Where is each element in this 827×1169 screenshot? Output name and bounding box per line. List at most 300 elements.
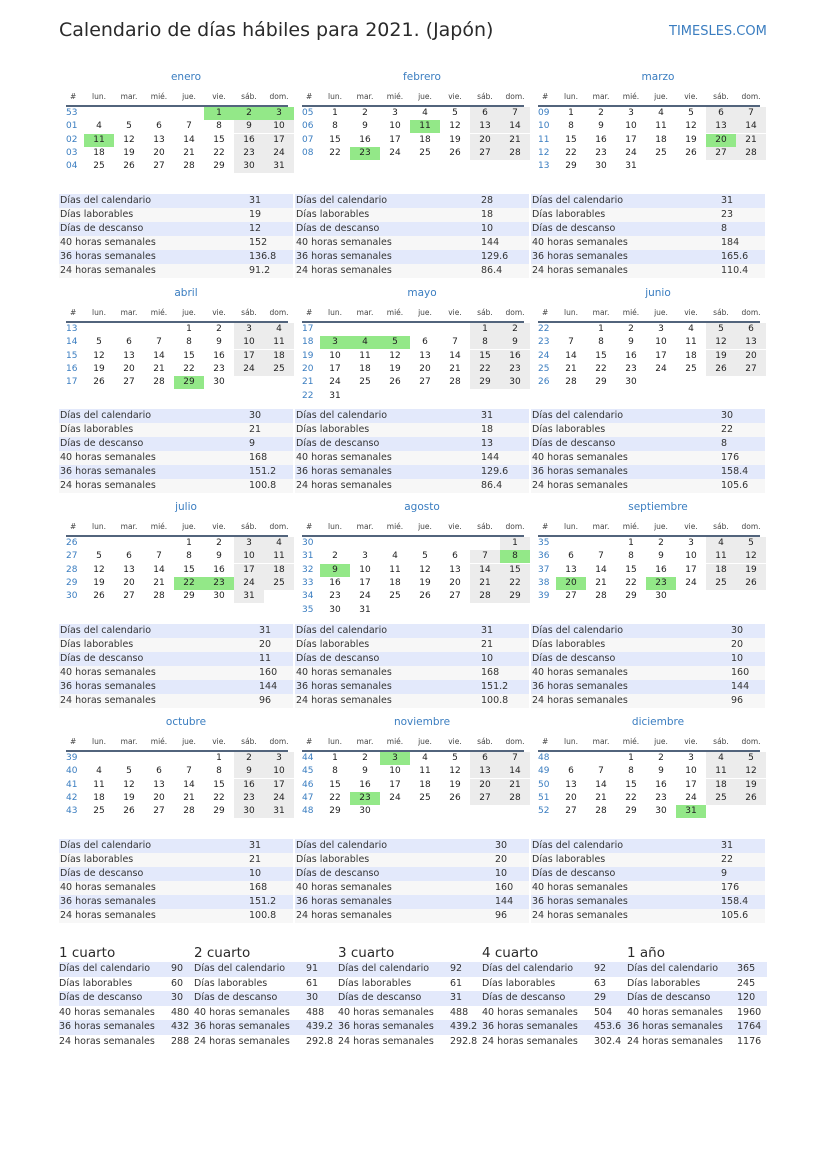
day-cell[interactable]: 28 xyxy=(565,377,577,388)
day-cell[interactable]: 20 xyxy=(565,792,577,803)
day-cell[interactable]: 29 xyxy=(213,161,225,172)
day-cell[interactable]: 5 xyxy=(688,108,694,118)
day-cell[interactable]: 15 xyxy=(565,134,577,145)
day-cell[interactable]: 10 xyxy=(389,121,401,132)
day-cell[interactable]: 15 xyxy=(470,350,500,363)
day-cell[interactable]: 25 xyxy=(359,377,371,388)
day-cell[interactable]: 30 xyxy=(595,161,607,172)
day-cell[interactable]: 17 xyxy=(685,564,697,575)
day-cell[interactable]: 7 xyxy=(598,551,604,562)
day-cell[interactable]: 26 xyxy=(736,577,766,590)
day-cell[interactable]: 13 xyxy=(565,564,577,575)
day-cell[interactable]: 1 xyxy=(628,538,634,548)
day-cell[interactable]: 21 xyxy=(183,792,195,803)
day-cell[interactable]: 17 xyxy=(625,134,637,145)
day-cell[interactable]: 10 xyxy=(264,120,294,133)
day-cell[interactable]: 12 xyxy=(93,350,105,361)
day-cell[interactable]: 3 xyxy=(688,753,694,763)
day-cell[interactable]: 23 xyxy=(213,363,225,374)
day-cell[interactable]: 22 xyxy=(625,792,637,803)
day-cell[interactable]: 6 xyxy=(156,121,162,132)
day-cell[interactable]: 4 xyxy=(422,108,428,118)
day-cell[interactable]: 14 xyxy=(595,779,607,790)
day-cell[interactable]: 23 xyxy=(329,591,341,602)
day-cell[interactable]: 6 xyxy=(568,766,574,777)
day-cell[interactable]: 1 xyxy=(628,753,634,763)
day-cell[interactable]: 17 xyxy=(329,363,341,374)
day-cell[interactable]: 11 xyxy=(655,121,667,132)
day-cell[interactable]: 20 xyxy=(153,147,165,158)
day-cell[interactable]: 16 xyxy=(500,350,530,363)
day-cell[interactable]: 21 xyxy=(449,363,461,374)
day-cell[interactable]: 26 xyxy=(93,591,105,602)
day-cell[interactable]: 17 xyxy=(264,779,294,792)
day-cell[interactable]: 29 xyxy=(174,376,204,389)
day-cell[interactable]: 2 xyxy=(658,753,664,763)
day-cell[interactable]: 23 xyxy=(234,792,264,805)
day-cell[interactable]: 8 xyxy=(500,550,530,563)
day-cell[interactable]: 26 xyxy=(706,363,736,376)
day-cell[interactable]: 17 xyxy=(359,577,371,588)
day-cell[interactable]: 19 xyxy=(449,134,461,145)
day-cell[interactable]: 20 xyxy=(153,792,165,803)
day-cell[interactable]: 16 xyxy=(595,134,607,145)
day-cell[interactable]: 26 xyxy=(449,147,461,158)
day-cell[interactable]: 30 xyxy=(329,604,341,615)
day-cell[interactable]: 18 xyxy=(359,363,371,374)
day-cell[interactable]: 11 xyxy=(84,134,114,147)
day-cell[interactable]: 12 xyxy=(123,134,135,145)
day-cell[interactable]: 8 xyxy=(186,337,192,348)
day-cell[interactable]: 28 xyxy=(736,147,766,160)
day-cell[interactable]: 29 xyxy=(470,376,500,389)
day-cell[interactable]: 11 xyxy=(419,766,431,777)
day-cell[interactable]: 30 xyxy=(655,591,667,602)
day-cell[interactable]: 13 xyxy=(153,779,165,790)
day-cell[interactable]: 6 xyxy=(126,551,132,562)
day-cell[interactable]: 5 xyxy=(452,108,458,118)
day-cell[interactable]: 26 xyxy=(449,792,461,803)
day-cell[interactable]: 13 xyxy=(470,765,500,778)
day-cell[interactable]: 14 xyxy=(153,564,165,575)
day-cell[interactable]: 29 xyxy=(625,806,637,817)
day-cell[interactable]: 28 xyxy=(470,590,500,603)
day-cell[interactable]: 19 xyxy=(419,577,431,588)
day-cell[interactable]: 27 xyxy=(419,377,431,388)
day-cell[interactable]: 28 xyxy=(595,591,607,602)
day-cell[interactable]: 11 xyxy=(410,120,440,133)
day-cell[interactable]: 26 xyxy=(123,806,135,817)
day-cell[interactable]: 28 xyxy=(183,806,195,817)
day-cell[interactable]: 27 xyxy=(470,147,500,160)
day-cell[interactable]: 15 xyxy=(183,350,195,361)
day-cell[interactable]: 16 xyxy=(234,779,264,792)
day-cell[interactable]: 17 xyxy=(234,350,264,363)
day-cell[interactable]: 15 xyxy=(183,564,195,575)
day-cell[interactable]: 24 xyxy=(625,147,637,158)
day-cell[interactable]: 12 xyxy=(93,564,105,575)
day-cell[interactable]: 10 xyxy=(359,564,371,575)
day-cell[interactable]: 1 xyxy=(332,753,338,763)
day-cell[interactable]: 24 xyxy=(389,792,401,803)
day-cell[interactable]: 10 xyxy=(264,765,294,778)
day-cell[interactable]: 26 xyxy=(93,377,105,388)
day-cell[interactable]: 18 xyxy=(264,564,294,577)
day-cell[interactable]: 12 xyxy=(449,766,461,777)
day-cell[interactable]: 29 xyxy=(565,161,577,172)
day-cell[interactable]: 5 xyxy=(96,551,102,562)
day-cell[interactable]: 10 xyxy=(389,766,401,777)
day-cell[interactable]: 17 xyxy=(389,779,401,790)
day-cell[interactable]: 14 xyxy=(183,134,195,145)
day-cell[interactable]: 31 xyxy=(264,805,294,818)
day-cell[interactable]: 22 xyxy=(183,363,195,374)
day-cell[interactable]: 16 xyxy=(625,350,637,361)
day-cell[interactable]: 2 xyxy=(362,753,368,763)
day-cell[interactable]: 14 xyxy=(470,564,500,577)
day-cell[interactable]: 21 xyxy=(595,577,607,588)
day-cell[interactable]: 23 xyxy=(350,792,380,805)
day-cell[interactable]: 24 xyxy=(264,147,294,160)
day-cell[interactable]: 25 xyxy=(655,147,667,158)
day-cell[interactable]: 27 xyxy=(123,591,135,602)
day-cell[interactable]: 5 xyxy=(736,537,766,550)
day-cell[interactable]: 7 xyxy=(568,337,574,348)
day-cell[interactable]: 8 xyxy=(186,551,192,562)
day-cell[interactable]: 5 xyxy=(736,752,766,765)
day-cell[interactable]: 31 xyxy=(329,390,341,401)
day-cell[interactable]: 22 xyxy=(213,792,225,803)
day-cell[interactable]: 10 xyxy=(655,337,667,348)
day-cell[interactable]: 9 xyxy=(598,121,604,132)
day-cell[interactable]: 31 xyxy=(359,604,371,615)
day-cell[interactable]: 17 xyxy=(234,564,264,577)
day-cell[interactable]: 2 xyxy=(362,108,368,118)
day-cell[interactable]: 12 xyxy=(736,550,766,563)
day-cell[interactable]: 11 xyxy=(264,336,294,349)
day-cell[interactable]: 11 xyxy=(359,350,371,361)
day-cell[interactable]: 6 xyxy=(422,337,428,348)
day-cell[interactable]: 2 xyxy=(500,323,530,336)
day-cell[interactable]: 1 xyxy=(500,537,530,550)
day-cell[interactable]: 11 xyxy=(685,337,697,348)
day-cell[interactable]: 2 xyxy=(598,108,604,118)
day-cell[interactable]: 9 xyxy=(216,337,222,348)
day-cell[interactable]: 19 xyxy=(389,363,401,374)
day-cell[interactable]: 23 xyxy=(646,577,676,590)
day-cell[interactable]: 20 xyxy=(706,134,736,147)
day-cell[interactable]: 22 xyxy=(625,577,637,588)
day-cell[interactable]: 3 xyxy=(658,324,664,334)
day-cell[interactable]: 21 xyxy=(736,134,766,147)
day-cell[interactable]: 8 xyxy=(628,551,634,562)
day-cell[interactable]: 16 xyxy=(359,779,371,790)
day-cell[interactable]: 27 xyxy=(153,161,165,172)
day-cell[interactable]: 30 xyxy=(213,591,225,602)
day-cell[interactable]: 22 xyxy=(500,577,530,590)
day-cell[interactable]: 19 xyxy=(123,147,135,158)
day-cell[interactable]: 13 xyxy=(565,779,577,790)
day-cell[interactable]: 30 xyxy=(359,806,371,817)
day-cell[interactable]: 6 xyxy=(470,107,500,120)
day-cell[interactable]: 15 xyxy=(213,779,225,790)
day-cell[interactable]: 2 xyxy=(332,551,338,562)
day-cell[interactable]: 14 xyxy=(736,120,766,133)
day-cell[interactable]: 29 xyxy=(625,591,637,602)
day-cell[interactable]: 27 xyxy=(706,147,736,160)
day-cell[interactable]: 2 xyxy=(628,324,634,334)
day-cell[interactable]: 20 xyxy=(736,350,766,363)
day-cell[interactable]: 18 xyxy=(93,792,105,803)
day-cell[interactable]: 6 xyxy=(706,107,736,120)
day-cell[interactable]: 24 xyxy=(685,577,697,588)
day-cell[interactable]: 22 xyxy=(174,577,204,590)
day-cell[interactable]: 20 xyxy=(470,779,500,792)
day-cell[interactable]: 3 xyxy=(234,537,264,550)
day-cell[interactable]: 25 xyxy=(264,577,294,590)
day-cell[interactable]: 18 xyxy=(706,779,736,792)
day-cell[interactable]: 17 xyxy=(389,134,401,145)
day-cell[interactable]: 3 xyxy=(234,323,264,336)
day-cell[interactable]: 16 xyxy=(655,564,667,575)
day-cell[interactable]: 17 xyxy=(685,779,697,790)
day-cell[interactable]: 7 xyxy=(598,766,604,777)
day-cell[interactable]: 20 xyxy=(556,577,586,590)
day-cell[interactable]: 15 xyxy=(625,564,637,575)
day-cell[interactable]: 27 xyxy=(123,377,135,388)
day-cell[interactable]: 2 xyxy=(658,538,664,548)
day-cell[interactable]: 4 xyxy=(706,537,736,550)
day-cell[interactable]: 9 xyxy=(216,551,222,562)
day-cell[interactable]: 9 xyxy=(362,766,368,777)
day-cell[interactable]: 4 xyxy=(706,752,736,765)
day-cell[interactable]: 25 xyxy=(264,363,294,376)
day-cell[interactable]: 12 xyxy=(736,765,766,778)
day-cell[interactable]: 1 xyxy=(204,107,234,120)
day-cell[interactable]: 23 xyxy=(204,577,234,590)
day-cell[interactable]: 28 xyxy=(500,147,530,160)
day-cell[interactable]: 9 xyxy=(234,120,264,133)
day-cell[interactable]: 7 xyxy=(452,337,458,348)
day-cell[interactable]: 24 xyxy=(359,591,371,602)
day-cell[interactable]: 12 xyxy=(685,121,697,132)
day-cell[interactable]: 28 xyxy=(183,161,195,172)
day-cell[interactable]: 8 xyxy=(216,766,222,777)
day-cell[interactable]: 8 xyxy=(568,121,574,132)
day-cell[interactable]: 22 xyxy=(329,147,341,158)
day-cell[interactable]: 19 xyxy=(93,577,105,588)
day-cell[interactable]: 23 xyxy=(500,363,530,376)
brand-link[interactable]: TIMESLES.COM xyxy=(669,24,767,39)
day-cell[interactable]: 14 xyxy=(153,350,165,361)
day-cell[interactable]: 29 xyxy=(329,806,341,817)
day-cell[interactable]: 10 xyxy=(685,551,697,562)
day-cell[interactable]: 8 xyxy=(628,766,634,777)
day-cell[interactable]: 20 xyxy=(123,363,135,374)
day-cell[interactable]: 15 xyxy=(500,564,530,577)
day-cell[interactable]: 8 xyxy=(470,336,500,349)
day-cell[interactable]: 18 xyxy=(419,779,431,790)
day-cell[interactable]: 30 xyxy=(213,377,225,388)
day-cell[interactable]: 11 xyxy=(389,564,401,575)
day-cell[interactable]: 18 xyxy=(655,134,667,145)
day-cell[interactable]: 8 xyxy=(598,337,604,348)
day-cell[interactable]: 25 xyxy=(706,792,736,805)
day-cell[interactable]: 18 xyxy=(685,350,697,361)
day-cell[interactable]: 30 xyxy=(500,376,530,389)
day-cell[interactable]: 24 xyxy=(234,577,264,590)
day-cell[interactable]: 31 xyxy=(264,160,294,173)
day-cell[interactable]: 8 xyxy=(216,121,222,132)
day-cell[interactable]: 10 xyxy=(234,550,264,563)
day-cell[interactable]: 21 xyxy=(565,363,577,374)
day-cell[interactable]: 25 xyxy=(419,147,431,158)
day-cell[interactable]: 3 xyxy=(628,108,634,118)
day-cell[interactable]: 27 xyxy=(565,591,577,602)
day-cell[interactable]: 4 xyxy=(96,766,102,777)
day-cell[interactable]: 10 xyxy=(625,121,637,132)
day-cell[interactable]: 14 xyxy=(500,120,530,133)
day-cell[interactable]: 13 xyxy=(123,350,135,361)
day-cell[interactable]: 5 xyxy=(422,551,428,562)
day-cell[interactable]: 23 xyxy=(655,792,667,803)
day-cell[interactable]: 2 xyxy=(234,752,264,765)
day-cell[interactable]: 12 xyxy=(419,564,431,575)
day-cell[interactable]: 9 xyxy=(320,564,350,577)
day-cell[interactable]: 6 xyxy=(470,752,500,765)
day-cell[interactable]: 16 xyxy=(234,134,264,147)
day-cell[interactable]: 23 xyxy=(625,363,637,374)
day-cell[interactable]: 27 xyxy=(470,792,500,805)
day-cell[interactable]: 3 xyxy=(264,107,294,120)
day-cell[interactable]: 27 xyxy=(449,591,461,602)
day-cell[interactable]: 25 xyxy=(419,792,431,803)
day-cell[interactable]: 28 xyxy=(449,377,461,388)
day-cell[interactable]: 5 xyxy=(126,121,132,132)
day-cell[interactable]: 7 xyxy=(156,337,162,348)
day-cell[interactable]: 8 xyxy=(332,766,338,777)
day-cell[interactable]: 19 xyxy=(736,564,766,577)
day-cell[interactable]: 27 xyxy=(153,806,165,817)
day-cell[interactable]: 13 xyxy=(706,120,736,133)
day-cell[interactable]: 4 xyxy=(392,551,398,562)
day-cell[interactable]: 2 xyxy=(234,107,264,120)
day-cell[interactable]: 4 xyxy=(422,753,428,763)
day-cell[interactable]: 16 xyxy=(655,779,667,790)
day-cell[interactable]: 1 xyxy=(568,108,574,118)
day-cell[interactable]: 29 xyxy=(183,591,195,602)
day-cell[interactable]: 28 xyxy=(500,792,530,805)
day-cell[interactable]: 13 xyxy=(419,350,431,361)
day-cell[interactable]: 18 xyxy=(389,577,401,588)
day-cell[interactable]: 26 xyxy=(685,147,697,158)
day-cell[interactable]: 11 xyxy=(706,765,736,778)
day-cell[interactable]: 4 xyxy=(688,324,694,334)
day-cell[interactable]: 21 xyxy=(153,577,165,588)
day-cell[interactable]: 14 xyxy=(595,564,607,575)
day-cell[interactable]: 9 xyxy=(658,551,664,562)
day-cell[interactable]: 26 xyxy=(123,161,135,172)
day-cell[interactable]: 24 xyxy=(389,147,401,158)
day-cell[interactable]: 4 xyxy=(658,108,664,118)
day-cell[interactable]: 21 xyxy=(595,792,607,803)
day-cell[interactable]: 19 xyxy=(449,779,461,790)
day-cell[interactable]: 3 xyxy=(380,752,410,765)
day-cell[interactable]: 14 xyxy=(500,765,530,778)
day-cell[interactable]: 25 xyxy=(685,363,697,374)
day-cell[interactable]: 15 xyxy=(329,779,341,790)
day-cell[interactable]: 26 xyxy=(736,792,766,805)
day-cell[interactable]: 11 xyxy=(706,550,736,563)
day-cell[interactable]: 25 xyxy=(93,806,105,817)
day-cell[interactable]: 26 xyxy=(389,377,401,388)
day-cell[interactable]: 23 xyxy=(595,147,607,158)
day-cell[interactable]: 27 xyxy=(565,806,577,817)
day-cell[interactable]: 10 xyxy=(329,350,341,361)
day-cell[interactable]: 12 xyxy=(449,121,461,132)
day-cell[interactable]: 26 xyxy=(419,591,431,602)
day-cell[interactable]: 15 xyxy=(329,134,341,145)
day-cell[interactable]: 1 xyxy=(332,108,338,118)
day-cell[interactable]: 20 xyxy=(449,577,461,588)
day-cell[interactable]: 19 xyxy=(123,792,135,803)
day-cell[interactable]: 23 xyxy=(350,147,380,160)
day-cell[interactable]: 28 xyxy=(153,591,165,602)
day-cell[interactable]: 30 xyxy=(625,377,637,388)
day-cell[interactable]: 5 xyxy=(96,337,102,348)
day-cell[interactable]: 14 xyxy=(183,779,195,790)
day-cell[interactable]: 5 xyxy=(380,336,410,349)
day-cell[interactable]: 5 xyxy=(706,323,736,336)
day-cell[interactable]: 12 xyxy=(123,779,135,790)
day-cell[interactable]: 7 xyxy=(470,550,500,563)
day-cell[interactable]: 3 xyxy=(392,108,398,118)
day-cell[interactable]: 15 xyxy=(625,779,637,790)
day-cell[interactable]: 6 xyxy=(126,337,132,348)
day-cell[interactable]: 3 xyxy=(688,538,694,548)
day-cell[interactable]: 24 xyxy=(329,377,341,388)
day-cell[interactable]: 20 xyxy=(470,134,500,147)
day-cell[interactable]: 1 xyxy=(470,323,500,336)
day-cell[interactable]: 25 xyxy=(389,591,401,602)
day-cell[interactable]: 2 xyxy=(216,538,222,548)
day-cell[interactable]: 12 xyxy=(389,350,401,361)
day-cell[interactable]: 21 xyxy=(500,779,530,792)
day-cell[interactable]: 20 xyxy=(419,363,431,374)
day-cell[interactable]: 16 xyxy=(213,350,225,361)
day-cell[interactable]: 13 xyxy=(153,134,165,145)
day-cell[interactable]: 29 xyxy=(595,377,607,388)
day-cell[interactable]: 30 xyxy=(234,160,264,173)
day-cell[interactable]: 11 xyxy=(93,779,105,790)
day-cell[interactable]: 21 xyxy=(470,577,500,590)
day-cell[interactable]: 11 xyxy=(264,550,294,563)
day-cell[interactable]: 9 xyxy=(628,337,634,348)
day-cell[interactable]: 6 xyxy=(452,551,458,562)
day-cell[interactable]: 22 xyxy=(470,363,500,376)
day-cell[interactable]: 24 xyxy=(655,363,667,374)
day-cell[interactable]: 1 xyxy=(216,753,222,763)
day-cell[interactable]: 20 xyxy=(123,577,135,588)
day-cell[interactable]: 16 xyxy=(329,577,341,588)
day-cell[interactable]: 31 xyxy=(625,161,637,172)
day-cell[interactable]: 19 xyxy=(685,134,697,145)
day-cell[interactable]: 19 xyxy=(93,363,105,374)
day-cell[interactable]: 30 xyxy=(234,805,264,818)
day-cell[interactable]: 3 xyxy=(362,551,368,562)
day-cell[interactable]: 7 xyxy=(736,107,766,120)
day-cell[interactable]: 9 xyxy=(234,765,264,778)
